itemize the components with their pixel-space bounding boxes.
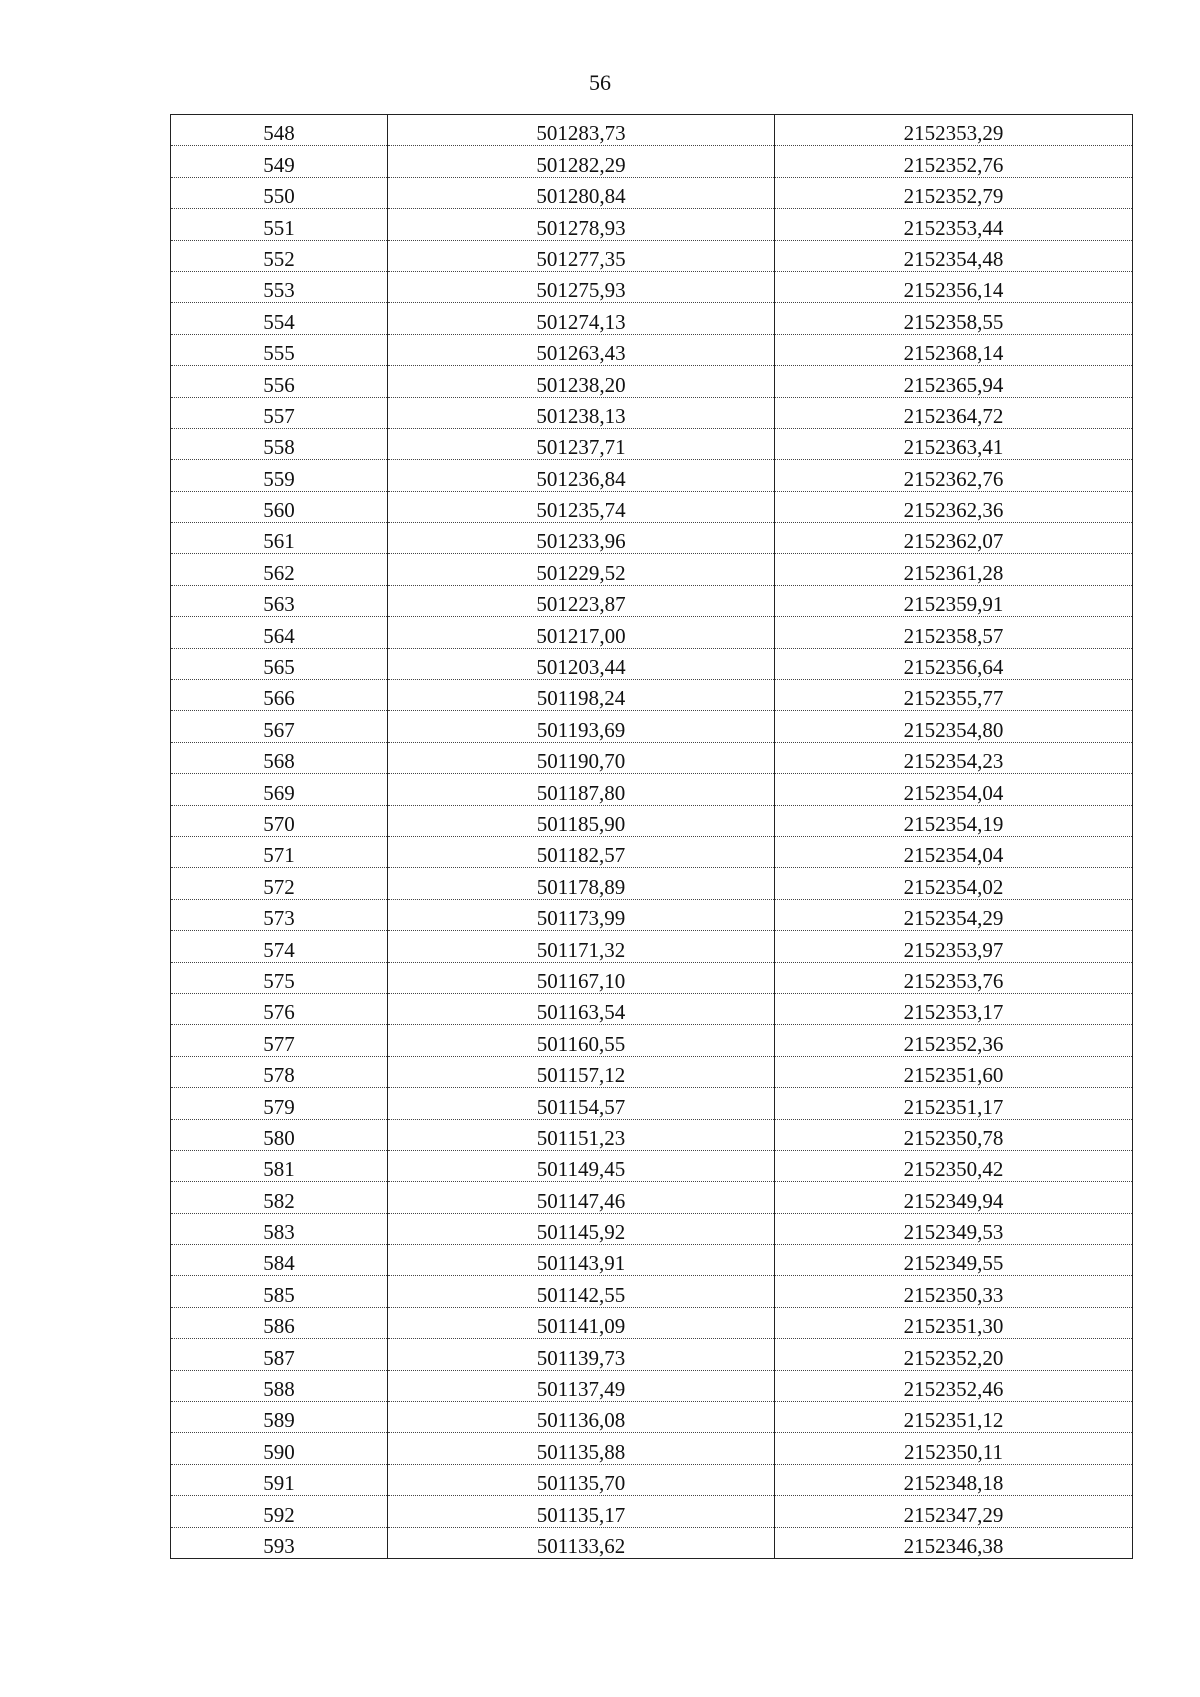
point-number-cell: 556	[171, 366, 388, 397]
point-number-cell: 576	[171, 993, 388, 1024]
point-number-cell: 548	[171, 115, 388, 146]
point-number-cell: 585	[171, 1276, 388, 1307]
x-coordinate-cell: 501278,93	[388, 209, 775, 240]
x-coordinate-cell: 501151,23	[388, 1119, 775, 1150]
table-row	[171, 1370, 1133, 1401]
point-number-cell: 590	[171, 1433, 388, 1464]
x-coordinate-cell: 501187,80	[388, 774, 775, 805]
point-number-cell: 572	[171, 868, 388, 899]
y-coordinate-cell: 2152362,76	[775, 460, 1133, 491]
point-number-cell: 564	[171, 617, 388, 648]
y-coordinate-cell: 2152349,53	[775, 1213, 1133, 1244]
y-coordinate-cell: 2152354,29	[775, 899, 1133, 930]
y-coordinate-cell: 2152351,30	[775, 1307, 1133, 1338]
x-coordinate-cell: 501154,57	[388, 1088, 775, 1119]
y-coordinate-cell: 2152354,02	[775, 868, 1133, 899]
y-coordinate-cell: 2152348,18	[775, 1464, 1133, 1495]
point-number-cell: 592	[171, 1496, 388, 1527]
table-row	[171, 460, 1133, 491]
point-number-cell: 577	[171, 1025, 388, 1056]
table-row	[171, 209, 1133, 240]
y-coordinate-cell: 2152361,28	[775, 554, 1133, 585]
y-coordinate-cell: 2152349,94	[775, 1182, 1133, 1213]
coordinates-table	[170, 114, 1133, 1559]
table-row	[171, 1464, 1133, 1495]
y-coordinate-cell: 2152353,44	[775, 209, 1133, 240]
point-number-cell: 553	[171, 271, 388, 302]
x-coordinate-cell: 501238,13	[388, 397, 775, 428]
table-row	[171, 146, 1133, 177]
y-coordinate-cell: 2152362,36	[775, 491, 1133, 522]
point-number-cell: 560	[171, 491, 388, 522]
point-number-cell: 566	[171, 680, 388, 711]
y-coordinate-cell: 2152362,07	[775, 523, 1133, 554]
x-coordinate-cell: 501235,74	[388, 491, 775, 522]
x-coordinate-cell: 501238,20	[388, 366, 775, 397]
point-number-cell: 581	[171, 1150, 388, 1181]
y-coordinate-cell: 2152350,11	[775, 1433, 1133, 1464]
y-coordinate-cell: 2152356,64	[775, 648, 1133, 679]
table-row	[171, 617, 1133, 648]
x-coordinate-cell: 501275,93	[388, 271, 775, 302]
x-coordinate-cell: 501198,24	[388, 680, 775, 711]
y-coordinate-cell: 2152352,36	[775, 1025, 1133, 1056]
y-coordinate-cell: 2152352,46	[775, 1370, 1133, 1401]
y-coordinate-cell: 2152364,72	[775, 397, 1133, 428]
y-coordinate-cell: 2152351,60	[775, 1056, 1133, 1087]
x-coordinate-cell: 501141,09	[388, 1307, 775, 1338]
x-coordinate-cell: 501171,32	[388, 931, 775, 962]
point-number-cell: 557	[171, 397, 388, 428]
point-number-cell: 587	[171, 1339, 388, 1370]
point-number-cell: 567	[171, 711, 388, 742]
table-row	[171, 774, 1133, 805]
point-number-cell: 578	[171, 1056, 388, 1087]
x-coordinate-cell: 501167,10	[388, 962, 775, 993]
y-coordinate-cell: 2152347,29	[775, 1496, 1133, 1527]
table-row	[171, 554, 1133, 585]
point-number-cell: 593	[171, 1527, 388, 1558]
y-coordinate-cell: 2152354,04	[775, 836, 1133, 867]
y-coordinate-cell: 2152353,17	[775, 993, 1133, 1024]
x-coordinate-cell: 501236,84	[388, 460, 775, 491]
x-coordinate-cell: 501283,73	[388, 115, 775, 146]
x-coordinate-cell: 501133,62	[388, 1527, 775, 1558]
point-number-cell: 568	[171, 742, 388, 773]
y-coordinate-cell: 2152350,78	[775, 1119, 1133, 1150]
y-coordinate-cell: 2152356,14	[775, 271, 1133, 302]
point-number-cell: 584	[171, 1245, 388, 1276]
table-row	[171, 1402, 1133, 1433]
y-coordinate-cell: 2152354,04	[775, 774, 1133, 805]
table-row	[171, 1433, 1133, 1464]
table-row	[171, 1213, 1133, 1244]
point-number-cell: 569	[171, 774, 388, 805]
table-row	[171, 585, 1133, 616]
point-number-cell: 549	[171, 146, 388, 177]
point-number-cell: 575	[171, 962, 388, 993]
table-row	[171, 1056, 1133, 1087]
table-row	[171, 711, 1133, 742]
x-coordinate-cell: 501190,70	[388, 742, 775, 773]
point-number-cell: 558	[171, 428, 388, 459]
x-coordinate-cell: 501282,29	[388, 146, 775, 177]
point-number-cell: 562	[171, 554, 388, 585]
y-coordinate-cell: 2152354,19	[775, 805, 1133, 836]
table-row	[171, 1276, 1133, 1307]
x-coordinate-cell: 501193,69	[388, 711, 775, 742]
y-coordinate-cell: 2152354,80	[775, 711, 1133, 742]
x-coordinate-cell: 501277,35	[388, 240, 775, 271]
x-coordinate-cell: 501185,90	[388, 805, 775, 836]
x-coordinate-cell: 501135,17	[388, 1496, 775, 1527]
table-row	[171, 491, 1133, 522]
point-number-cell: 555	[171, 334, 388, 365]
point-number-cell: 559	[171, 460, 388, 491]
y-coordinate-cell: 2152354,23	[775, 742, 1133, 773]
x-coordinate-cell: 501145,92	[388, 1213, 775, 1244]
x-coordinate-cell: 501142,55	[388, 1276, 775, 1307]
point-number-cell: 583	[171, 1213, 388, 1244]
y-coordinate-cell: 2152365,94	[775, 366, 1133, 397]
x-coordinate-cell: 501135,88	[388, 1433, 775, 1464]
table-row	[171, 523, 1133, 554]
x-coordinate-cell: 501280,84	[388, 177, 775, 208]
point-number-cell: 582	[171, 1182, 388, 1213]
point-number-cell: 574	[171, 931, 388, 962]
y-coordinate-cell: 2152352,20	[775, 1339, 1133, 1370]
table-row	[171, 1119, 1133, 1150]
y-coordinate-cell: 2152368,14	[775, 334, 1133, 365]
table-row	[171, 648, 1133, 679]
x-coordinate-cell: 501237,71	[388, 428, 775, 459]
y-coordinate-cell: 2152353,76	[775, 962, 1133, 993]
x-coordinate-cell: 501149,45	[388, 1150, 775, 1181]
table-row	[171, 303, 1133, 334]
y-coordinate-cell: 2152350,42	[775, 1150, 1133, 1181]
table-row	[171, 1307, 1133, 1338]
point-number-cell: 573	[171, 899, 388, 930]
x-coordinate-cell: 501223,87	[388, 585, 775, 616]
x-coordinate-cell: 501135,70	[388, 1464, 775, 1495]
point-number-cell: 552	[171, 240, 388, 271]
point-number-cell: 591	[171, 1464, 388, 1495]
x-coordinate-cell: 501203,44	[388, 648, 775, 679]
table-row	[171, 366, 1133, 397]
point-number-cell: 561	[171, 523, 388, 554]
table-row	[171, 742, 1133, 773]
table-row	[171, 240, 1133, 271]
point-number-cell: 550	[171, 177, 388, 208]
table-row	[171, 1150, 1133, 1181]
y-coordinate-cell: 2152346,38	[775, 1527, 1133, 1558]
point-number-cell: 570	[171, 805, 388, 836]
table-row	[171, 397, 1133, 428]
y-coordinate-cell: 2152350,33	[775, 1276, 1133, 1307]
table-row	[171, 899, 1133, 930]
y-coordinate-cell: 2152358,55	[775, 303, 1133, 334]
table-row	[171, 1245, 1133, 1276]
x-coordinate-cell: 501173,99	[388, 899, 775, 930]
table-row	[171, 177, 1133, 208]
table-row	[171, 868, 1133, 899]
y-coordinate-cell: 2152351,12	[775, 1402, 1133, 1433]
table-row	[171, 680, 1133, 711]
point-number-cell: 563	[171, 585, 388, 616]
y-coordinate-cell: 2152353,97	[775, 931, 1133, 962]
y-coordinate-cell: 2152363,41	[775, 428, 1133, 459]
x-coordinate-cell: 501233,96	[388, 523, 775, 554]
x-coordinate-cell: 501178,89	[388, 868, 775, 899]
x-coordinate-cell: 501139,73	[388, 1339, 775, 1370]
y-coordinate-cell: 2152359,91	[775, 585, 1133, 616]
x-coordinate-cell: 501160,55	[388, 1025, 775, 1056]
point-number-cell: 586	[171, 1307, 388, 1338]
x-coordinate-cell: 501137,49	[388, 1370, 775, 1401]
y-coordinate-cell: 2152354,48	[775, 240, 1133, 271]
x-coordinate-cell: 501182,57	[388, 836, 775, 867]
table-row	[171, 1527, 1133, 1558]
x-coordinate-cell: 501147,46	[388, 1182, 775, 1213]
y-coordinate-cell: 2152358,57	[775, 617, 1133, 648]
point-number-cell: 571	[171, 836, 388, 867]
point-number-cell: 565	[171, 648, 388, 679]
x-coordinate-cell: 501274,13	[388, 303, 775, 334]
coordinates-table-body	[171, 115, 1133, 1559]
y-coordinate-cell: 2152352,76	[775, 146, 1133, 177]
table-row	[171, 1496, 1133, 1527]
x-coordinate-cell: 501229,52	[388, 554, 775, 585]
table-row	[171, 1025, 1133, 1056]
table-row	[171, 993, 1133, 1024]
y-coordinate-cell: 2152352,79	[775, 177, 1133, 208]
x-coordinate-cell: 501217,00	[388, 617, 775, 648]
table-row	[171, 1088, 1133, 1119]
x-coordinate-cell: 501143,91	[388, 1245, 775, 1276]
table-row	[171, 962, 1133, 993]
y-coordinate-cell: 2152349,55	[775, 1245, 1133, 1276]
table-row	[171, 334, 1133, 365]
page-number: 56	[589, 70, 611, 95]
table-row	[171, 428, 1133, 459]
x-coordinate-cell: 501157,12	[388, 1056, 775, 1087]
point-number-cell: 579	[171, 1088, 388, 1119]
table-row	[171, 931, 1133, 962]
point-number-cell: 588	[171, 1370, 388, 1401]
table-row	[171, 805, 1133, 836]
table-row	[171, 1182, 1133, 1213]
table-row	[171, 1339, 1133, 1370]
table-row	[171, 836, 1133, 867]
point-number-cell: 589	[171, 1402, 388, 1433]
y-coordinate-cell: 2152355,77	[775, 680, 1133, 711]
y-coordinate-cell: 2152353,29	[775, 115, 1133, 146]
point-number-cell: 580	[171, 1119, 388, 1150]
table-row	[171, 271, 1133, 302]
x-coordinate-cell: 501136,08	[388, 1402, 775, 1433]
table-row	[171, 115, 1133, 146]
x-coordinate-cell: 501263,43	[388, 334, 775, 365]
y-coordinate-cell: 2152351,17	[775, 1088, 1133, 1119]
x-coordinate-cell: 501163,54	[388, 993, 775, 1024]
point-number-cell: 554	[171, 303, 388, 334]
point-number-cell: 551	[171, 209, 388, 240]
